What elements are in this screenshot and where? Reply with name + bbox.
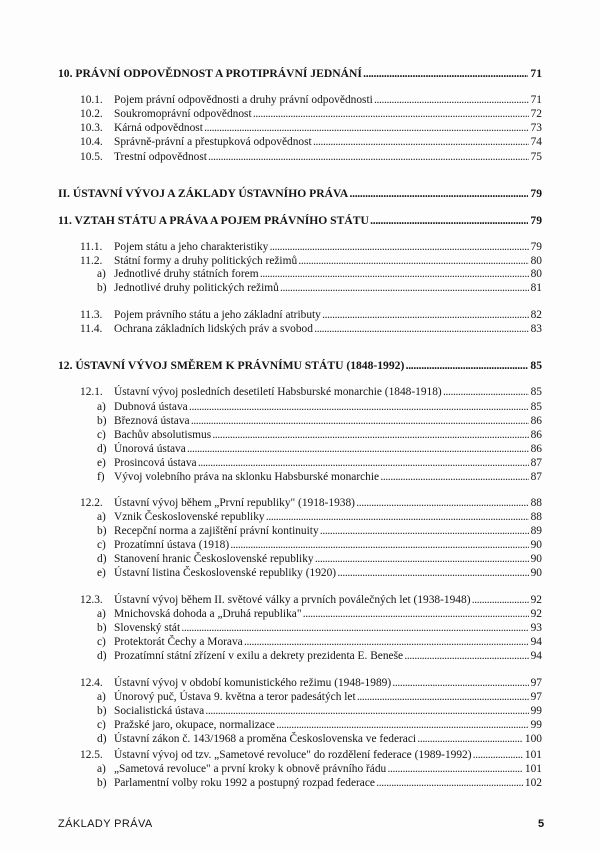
toc-entry-number: 12.1. [80, 386, 103, 398]
toc-entry-page: 86 [530, 429, 542, 441]
toc-entry-title: Prozatímní ústava (1918) . . . [114, 538, 534, 553]
toc-section [0, 308, 600, 323]
toc-chapter [0, 186, 600, 201]
toc-entry-page: 79 [530, 214, 542, 227]
toc-section [0, 240, 600, 255]
toc-entry-page: 99 [530, 705, 542, 717]
toc-entry-title: Ústavní zákon č. 143/1968 a proměna Československa ve federaci . . . [114, 732, 534, 747]
toc-entry-page: 72 [530, 108, 542, 120]
toc-entry-title: Mnichovská dohoda a „Druhá republika" . . . [114, 607, 534, 622]
toc-entry-number: a) [97, 763, 106, 775]
toc-entry-number: 10.3. [80, 122, 103, 134]
toc-entry-page: 97 [530, 677, 542, 689]
toc-subsection [0, 267, 600, 282]
toc-subsection [0, 704, 600, 719]
toc-entry-title: Jednotlivé druhy politických režimů . . . [114, 281, 534, 296]
toc-entry-page: 85 [530, 359, 542, 372]
toc-entry-number: 10.1. [80, 94, 103, 106]
toc-entry-number: a) [97, 401, 106, 413]
toc-entry-title: Únorová ústava . . . [114, 442, 534, 457]
toc-entry-page: 85 [530, 386, 542, 398]
toc-entry-title: Soukromoprávní odpovědnost . . . [114, 107, 534, 122]
toc-entry-title: Slovenský stát . . . [114, 621, 534, 636]
page-number: 5 [538, 818, 545, 830]
toc-entry-page: 99 [530, 719, 542, 731]
toc-subsection [0, 635, 600, 650]
toc-entry-title: Pojem právního státu a jeho základní atributy . . . [114, 308, 534, 323]
toc-entry-title: Dubnová ústava . . . [114, 400, 534, 415]
toc-entry-page: 92 [530, 594, 542, 606]
toc-entry-title: Pojem právní odpovědnosti a druhy právní odpovědnosti . . . [114, 93, 534, 108]
toc-entry-number: d) [97, 733, 107, 745]
toc-entry-page: 101 [524, 749, 542, 761]
toc-section [0, 107, 600, 122]
toc-entry-number: c) [97, 719, 106, 731]
toc-entry-page: 94 [530, 650, 542, 662]
toc-subsection [0, 470, 600, 485]
toc-entry-number: 11.3. [80, 309, 103, 321]
toc-entry-number: e) [97, 567, 106, 579]
toc-entry-title: Bachův absolutismus . . . [114, 428, 534, 443]
toc-entry-page: 100 [524, 733, 542, 745]
toc-entry-page: 94 [530, 636, 542, 648]
toc-entry-page: 89 [530, 525, 542, 537]
toc-entry-number: a) [97, 511, 106, 523]
toc-entry-title: Březnová ústava . . . [114, 414, 534, 429]
toc-subsection [0, 776, 600, 791]
toc-entry-title: 11. VZTAH STÁTU A PRÁVA A POJEM PRÁVNÍHO STÁTU . . . [58, 213, 534, 228]
toc-entry-title: Vznik Československé republiky . . . [114, 510, 534, 525]
toc-subsection [0, 690, 600, 705]
toc-entry-number: 12.5. [80, 749, 103, 761]
toc-entry-title: Stanovení hranic Československé republiky . . . [114, 552, 534, 567]
toc-section [0, 93, 600, 108]
toc-entry-title: „Sametová revoluce" a první kroky k obnově právního řádu . . . [114, 762, 534, 777]
toc-subsection [0, 566, 600, 581]
toc-entry-page: 88 [530, 497, 542, 509]
toc-subsection [0, 414, 600, 429]
toc-entry-page: 86 [530, 443, 542, 455]
toc-entry-number: c) [97, 636, 106, 648]
toc-subsection [0, 718, 600, 733]
toc-entry-number: 11.1. [80, 241, 103, 253]
toc-entry-title: Pražské jaro, okupace, normalizace . . . [114, 718, 534, 733]
toc-entry-number: 10.2. [80, 108, 103, 120]
toc-entry-title: Únorový puč, Ústava 9. května a teror padesátých let . . . [114, 690, 534, 705]
toc-entry-number: 10.5. [80, 151, 103, 163]
toc-entry-page: 90 [530, 553, 542, 565]
toc-chapter [0, 66, 600, 81]
toc-subsection [0, 649, 600, 664]
toc-entry-title: Státní formy a druhy politických režimů . . . [114, 254, 534, 269]
toc-entry-number: b) [97, 777, 107, 789]
toc-entry-number: 12.4. [80, 677, 103, 689]
toc-entry-page: 88 [530, 511, 542, 523]
toc-entry-title: 10. PRÁVNÍ ODPOVĚDNOST A PROTIPRÁVNÍ JEDNÁNÍ . . . [58, 66, 534, 81]
toc-section [0, 150, 600, 165]
toc-entry-page: 71 [530, 94, 542, 106]
toc-entry-title: Prozatímní státní zřízení v exilu a dekrety prezidenta E. Beneše . . . [114, 649, 534, 664]
toc-entry-number: b) [97, 705, 107, 717]
toc-entry-number: f) [97, 471, 105, 483]
toc-entry-page: 97 [530, 691, 542, 703]
toc-entry-number: b) [97, 525, 107, 537]
toc-entry-title: Ústavní vývoj během II. světové války a prvních poválečných let (1938-1948) . . . [114, 593, 534, 608]
toc-subsection [0, 538, 600, 553]
toc-subsection [0, 762, 600, 777]
toc-entry-title: Ústavní listina Československé republiky (1920) . . . [114, 566, 534, 581]
toc-entry-page: 90 [530, 539, 542, 551]
toc-entry-title: Ústavní vývoj v období komunistického režimu (1948-1989) . . . [114, 676, 534, 691]
toc-section [0, 135, 600, 150]
toc-entry-number: a) [97, 608, 106, 620]
toc-subsection [0, 607, 600, 622]
toc-entry-number: b) [97, 282, 107, 294]
toc-entry-number: a) [97, 268, 106, 280]
toc-chapter [0, 213, 600, 228]
toc-entry-title: Pojem státu a jeho charakteristiky . . . [114, 240, 534, 255]
toc-entry-number: e) [97, 457, 106, 469]
toc-entry-title: Vývoj volebního práva na sklonku Habsburské monarchie . . . [114, 470, 534, 485]
toc-entry-title: Protektorát Čechy a Morava . . . [114, 635, 534, 650]
toc-entry-number: b) [97, 622, 107, 634]
toc-entry-page: 90 [530, 567, 542, 579]
toc-entry-page: 79 [530, 241, 542, 253]
toc-entry-page: 102 [524, 777, 542, 789]
toc-entry-title: Prosincová ústava . . . [114, 456, 534, 471]
toc-entry-page: 101 [524, 763, 542, 775]
toc-subsection [0, 510, 600, 525]
toc-entry-title: Parlamentní volby roku 1992 a postupný rozpad federace . . . [114, 776, 534, 791]
footer-title: ZÁKLADY PRÁVA [58, 818, 153, 830]
toc-entry-number: c) [97, 539, 106, 551]
toc-entry-number: 12.2. [80, 497, 103, 509]
toc-entry-title: 12. ÚSTAVNÍ VÝVOJ SMĚREM K PRÁVNÍMU STÁTU (1848-1992) . . . [58, 358, 534, 373]
toc-subsection [0, 732, 600, 747]
toc-entry-page: 73 [530, 122, 542, 134]
toc-entry-page: 74 [530, 136, 542, 148]
toc-entry-number: d) [97, 443, 107, 455]
toc-entry-title: Ústavní vývoj posledních desetiletí Habsburské monarchie (1848-1918) . . . [114, 385, 534, 400]
toc-entry-page: 79 [530, 187, 542, 200]
toc-subsection [0, 281, 600, 296]
toc-entry-number: 11.2. [80, 255, 103, 267]
toc-entry-page: 85 [530, 401, 542, 413]
toc-section [0, 496, 600, 511]
toc-entry-number: 11.4. [80, 323, 103, 335]
toc-entry-title: Recepční norma a zajištění právní kontinuity . . . [114, 524, 534, 539]
toc-entry-page: 93 [530, 622, 542, 634]
toc-entry-title: Socialistická ústava . . . [114, 704, 534, 719]
toc-entry-number: d) [97, 553, 107, 565]
toc-entry-page: 75 [530, 151, 542, 163]
toc-section [0, 322, 600, 337]
toc-section [0, 676, 600, 691]
toc-section [0, 748, 600, 763]
toc-entry-number: b) [97, 415, 107, 427]
toc-entry-title: Jednotlivé druhy státních forem . . . [114, 267, 534, 282]
toc-subsection [0, 524, 600, 539]
toc-entry-number: 10.4. [80, 136, 103, 148]
toc-subsection [0, 400, 600, 415]
toc-entry-number: a) [97, 691, 106, 703]
toc-entry-title: Kárná odpovědnost . . . [114, 121, 534, 136]
toc-subsection [0, 552, 600, 567]
toc-subsection [0, 428, 600, 443]
toc-entry-title: Ústavní vývoj během „První republiky" (1918-1938) . . . [114, 496, 534, 511]
toc-section [0, 593, 600, 608]
toc-entry-number: 12.3. [80, 594, 103, 606]
toc-entry-number: d) [97, 650, 107, 662]
toc-section [0, 121, 600, 136]
toc-entry-page: 81 [530, 282, 542, 294]
toc-subsection [0, 621, 600, 636]
toc-entry-page: 80 [530, 268, 542, 280]
toc-entry-page: 82 [530, 309, 542, 321]
toc-entry-title: Správně-právní a přestupková odpovědnost . . . [114, 135, 534, 150]
toc-entry-page: 87 [530, 471, 542, 483]
toc-subsection [0, 442, 600, 457]
toc-entry-number: c) [97, 429, 106, 441]
toc-entry-title: Ochrana základních lidských práv a svobod . . . [114, 322, 534, 337]
toc-entry-page: 71 [530, 67, 542, 80]
toc-entry-title: Ústavní vývoj od tzv. „Sametové revoluce" do rozdělení federace (1989-1992) . . . [114, 748, 534, 763]
toc-section [0, 385, 600, 400]
toc-entry-page: 86 [530, 415, 542, 427]
toc-chapter [0, 358, 600, 373]
toc-entry-title: II. ÚSTAVNÍ VÝVOJ A ZÁKLADY ÚSTAVNÍHO PRÁVA . . . [58, 186, 534, 201]
toc-entry-page: 83 [530, 323, 542, 335]
toc-entry-title: Trestní odpovědnost . . . [114, 150, 534, 165]
toc-subsection [0, 456, 600, 471]
toc-entry-page: 92 [530, 608, 542, 620]
toc-entry-page: 87 [530, 457, 542, 469]
toc-entry-page: 80 [530, 255, 542, 267]
